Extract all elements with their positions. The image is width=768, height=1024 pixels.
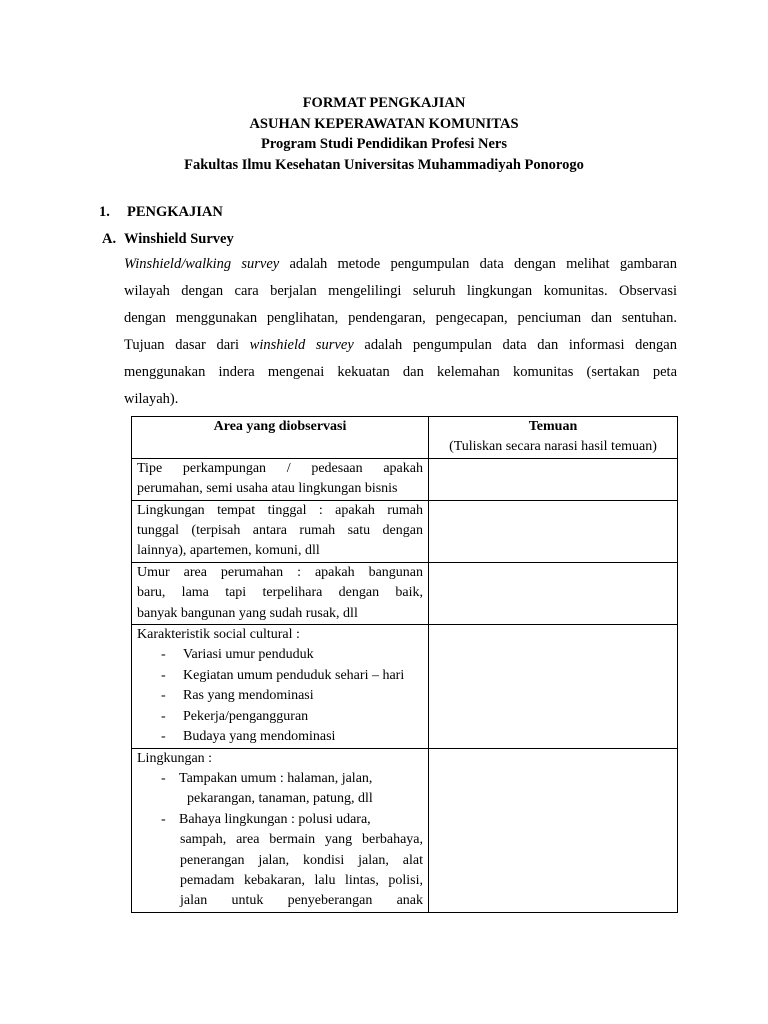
list-item: - Kegiatan umum penduduk sehari – hari (161, 667, 405, 683)
findings-title: Temuan (528, 419, 578, 434)
subsection-title: Winshield Survey (124, 231, 234, 247)
list-item: - Tampakan umum : halaman, jalan, (161, 770, 373, 786)
list-item-continuation: sampah, area bermain yang berbahaya, penerangan jalan, kondisi jalan, alat pemadam kebakaran, lalu lintas, polisi, jalan untuk penyeberangan anak (180, 832, 423, 909)
header-subtitle: ASUHAN KEPERAWATAN KOMUNITAS (249, 115, 519, 132)
findings-cell[interactable] (429, 500, 678, 562)
area-cell (132, 562, 429, 624)
list-item: - Bahaya lingkungan : polusi udara, (161, 811, 371, 827)
italic-term: winshield survey (249, 337, 354, 353)
document-header (0, 93, 768, 175)
cell-text: tunggal (terpisah antara rumah satu dengan (137, 523, 423, 539)
column-header-area: Area yang diobservasi (132, 417, 429, 459)
cell-text: perumahan, semi usaha atau lingkungan bisnis (137, 481, 398, 497)
section-heading-1 (99, 202, 223, 222)
cell-text: lainnya), apartemen, komuni, dll (137, 543, 320, 559)
paragraph-text: adalah metode pengumpulan data dengan melihat gambaran (279, 256, 677, 272)
findings-cell[interactable] (429, 625, 678, 748)
header-program: Program Studi Pendidikan Profesi Ners (261, 136, 507, 152)
cell-text: banyak bangunan yang sudah rusak, dll (137, 605, 358, 621)
table-row (132, 500, 678, 562)
cell-text: Tipe perkampungan / pedesaan apakah (137, 460, 423, 476)
cell-text: Lingkungan tempat tinggal : apakah rumah (137, 502, 423, 518)
list-item: - Variasi umur penduduk (161, 647, 314, 663)
table-row (132, 625, 678, 748)
cell-text: baru, lama tapi terpelihara dengan baik, (137, 585, 423, 601)
paragraph-line: menggunakan indera mengenai kekuatan dan kelemahan komunitas (sertakan peta (124, 364, 677, 380)
paragraph-text: adalah pengumpulan data dan informasi dengan (353, 337, 677, 353)
paragraph-line: wilayah dengan cara berjalan mengelilingi seluruh lingkungan komunitas. Observasi (124, 283, 677, 299)
area-cell (132, 748, 429, 912)
table-row (132, 458, 678, 500)
subsection-letter: A. (102, 231, 117, 247)
table-row (132, 562, 678, 624)
list-item: - Ras yang mendominasi (161, 688, 314, 704)
paragraph-line (124, 254, 677, 281)
section-title: PENGKAJIAN (127, 204, 223, 220)
cell-text: Umur area perumahan : apakah bangunan (137, 564, 423, 580)
list-item: - Budaya yang mendominasi (161, 729, 336, 745)
list-item: - Pekerja/pengangguran (161, 708, 309, 724)
observation-table (131, 416, 678, 913)
cell-title: Karakteristik social cultural : (137, 627, 300, 643)
paragraph-text: Tujuan dasar dari (124, 337, 250, 353)
header-faculty: Fakultas Ilmu Kesehatan Universitas Muhammadiyah Ponorogo (184, 156, 584, 173)
header-title: FORMAT PENGKAJIAN (302, 95, 466, 111)
area-cell (132, 458, 429, 500)
section-number: 1. (99, 204, 110, 220)
paragraph-line: dengan menggunakan penglihatan, pendengaran, pengecapan, penciuman dan sentuhan. (124, 310, 677, 326)
findings-instruction: (Tuliskan secara narasi hasil temuan) (449, 439, 657, 455)
body-paragraph (124, 254, 677, 416)
cell-title: Lingkungan : (137, 750, 213, 766)
column-header-findings (429, 417, 678, 459)
paragraph-line (124, 335, 677, 362)
findings-cell[interactable] (429, 458, 678, 500)
italic-term: Winshield/walking survey (124, 256, 280, 272)
table-row (132, 748, 678, 912)
findings-cell[interactable] (429, 562, 678, 624)
findings-cell[interactable] (429, 748, 678, 912)
table-header-row (132, 417, 678, 459)
area-cell (132, 625, 429, 748)
list-item-continuation: pekarangan, tanaman, patung, dll (187, 791, 373, 807)
subsection-heading-a (102, 229, 234, 249)
paragraph-line: wilayah). (124, 391, 179, 407)
area-cell (132, 500, 429, 562)
